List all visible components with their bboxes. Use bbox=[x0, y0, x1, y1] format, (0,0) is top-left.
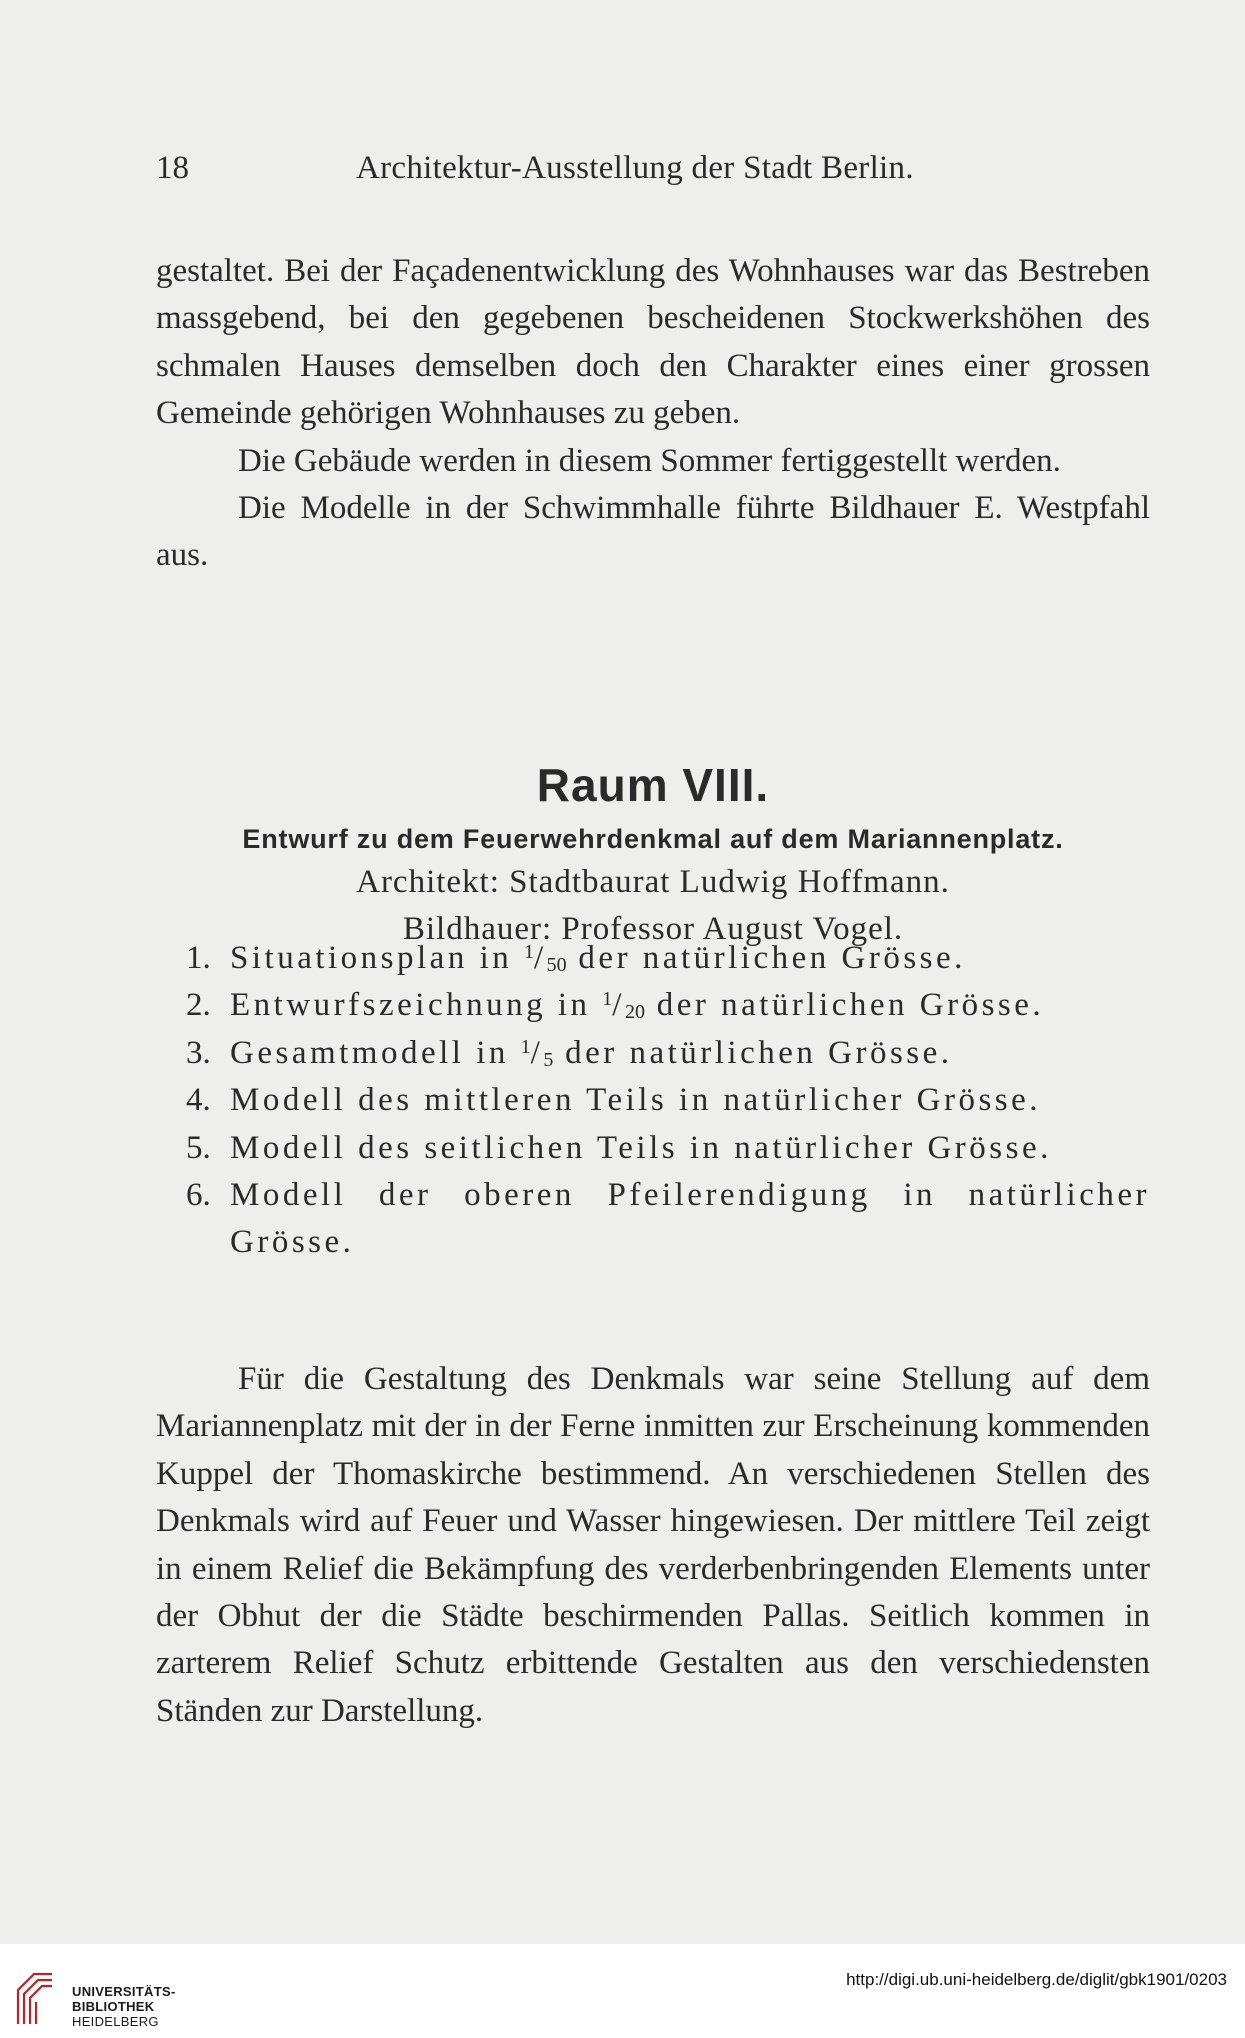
library-logo-icon bbox=[14, 1970, 56, 2026]
paragraph: gestaltet. Bei der Façadenentwicklung des Wohnhauses war das Bestreben massgebend, bei den gegebenen bescheidenen Stockwerkshöhen des schmalen Hauses demselben doch den Charakter eines einer grossen Gemeinde gehörigen Wohnhauses zu geben. bbox=[156, 253, 1150, 432]
list-item: 1. Situationsplan in $^1/_{50}$ der natürlichen Grösse. bbox=[156, 935, 1150, 982]
page-number: 18 bbox=[156, 150, 189, 186]
room-title: Raum VIII. bbox=[536, 759, 770, 811]
architect-credit: Architekt: Stadtbaurat Ludwig Hoffmann. bbox=[356, 864, 950, 900]
list-text: Entwurfszeichnung in bbox=[230, 987, 603, 1024]
fraction-denominator: 50 bbox=[546, 954, 567, 976]
room-subtitle: Entwurf zu dem Feuerwehrdenkmal auf dem Mariannenplatz. bbox=[242, 824, 1064, 854]
running-title: Architektur-Ausstellung der Stadt Berlin. bbox=[356, 150, 914, 186]
library-name bbox=[72, 1984, 176, 2029]
paragraphs-before bbox=[156, 248, 1150, 580]
list-number: 4. bbox=[186, 1082, 211, 1119]
fraction-numerator: 1 bbox=[524, 941, 534, 963]
list-number: 2. bbox=[186, 987, 211, 1024]
paragraph: Die Modelle in der Schwimmhalle führte Bildhauer E. Westpfahl aus. bbox=[156, 490, 1150, 574]
paragraph: Für die Gestaltung des Denkmals war seine Stellung auf dem Mariannenplatz mit der in der Ferne inmitten zur Erscheinung kommenden Kuppel der Thomaskirche bestimmend. An verschiedenen Stellen des Denkmals wird auf Feuer und Wasser hingewiesen. Der mittlere Teil zeigt in einem Relief die Bekämpfung des verderbenbringenden Elements unter der Obhut der die Städte beschirmenden Pallas. Seitlich kommen in zarterem Relief Schutz erbittende Gestalten aus den verschiedensten Ständen zur Darstellung. bbox=[156, 1361, 1150, 1729]
list-text: Gesamtmodell in bbox=[230, 1034, 521, 1071]
list-item bbox=[156, 1077, 1150, 1124]
list-item bbox=[156, 1172, 1150, 1267]
list-text: Modell des seitlichen Teils in natürlicher Grösse. bbox=[230, 1129, 1052, 1166]
list-item: 2. Entwurfszeichnung in $^1/_{20}$ der natürlichen Grösse. bbox=[156, 982, 1150, 1029]
list-number: 6. bbox=[186, 1177, 211, 1214]
paragraph: Die Gebäude werden in diesem Sommer fertiggestellt werden. bbox=[238, 442, 1061, 479]
list-number: 5. bbox=[186, 1129, 211, 1166]
fraction-numerator: 1 bbox=[520, 1035, 531, 1058]
paragraph-after bbox=[156, 1356, 1150, 1735]
page-header bbox=[156, 150, 1150, 200]
sculptor-credit: Bildhauer: Professor August Vogel. bbox=[402, 911, 904, 948]
list-text: Situationsplan in bbox=[230, 940, 524, 976]
logo-line: BIBLIOTHEK bbox=[72, 1999, 155, 2014]
list-number: 1. bbox=[186, 940, 211, 976]
exhibit-list bbox=[156, 935, 1150, 1267]
fraction-numerator: 1 bbox=[602, 988, 613, 1011]
list-text: der natürlichen Grösse. bbox=[566, 940, 966, 976]
logo-line: HEIDELBERG bbox=[72, 2014, 159, 2029]
list-text: Modell der oberen Pfeilerendigung in natürlicher Grösse. bbox=[230, 1177, 1150, 1261]
room-heading bbox=[156, 757, 1150, 954]
list-text: der natürlichen Grösse. bbox=[553, 1034, 953, 1071]
list-item bbox=[156, 1125, 1150, 1172]
list-text: Modell des mittleren Teils in natürlicher Grösse. bbox=[230, 1082, 1042, 1119]
fraction-denominator: 5 bbox=[543, 1048, 554, 1071]
source-url[interactable]: http://digi.ub.uni-heidelberg.de/diglit/gbk1901/0203 bbox=[846, 1970, 1227, 1989]
library-footer bbox=[0, 1944, 1245, 2038]
list-number: 3. bbox=[186, 1034, 211, 1071]
fraction-denominator: 20 bbox=[624, 1001, 645, 1024]
logo-line: UNIVERSITÄTS- bbox=[72, 1984, 176, 1999]
list-item: 3. Gesamtmodell in $^1/_5$ der natürlichen Grösse. bbox=[156, 1030, 1150, 1077]
list-text: der natürlichen Grösse. bbox=[644, 987, 1045, 1024]
